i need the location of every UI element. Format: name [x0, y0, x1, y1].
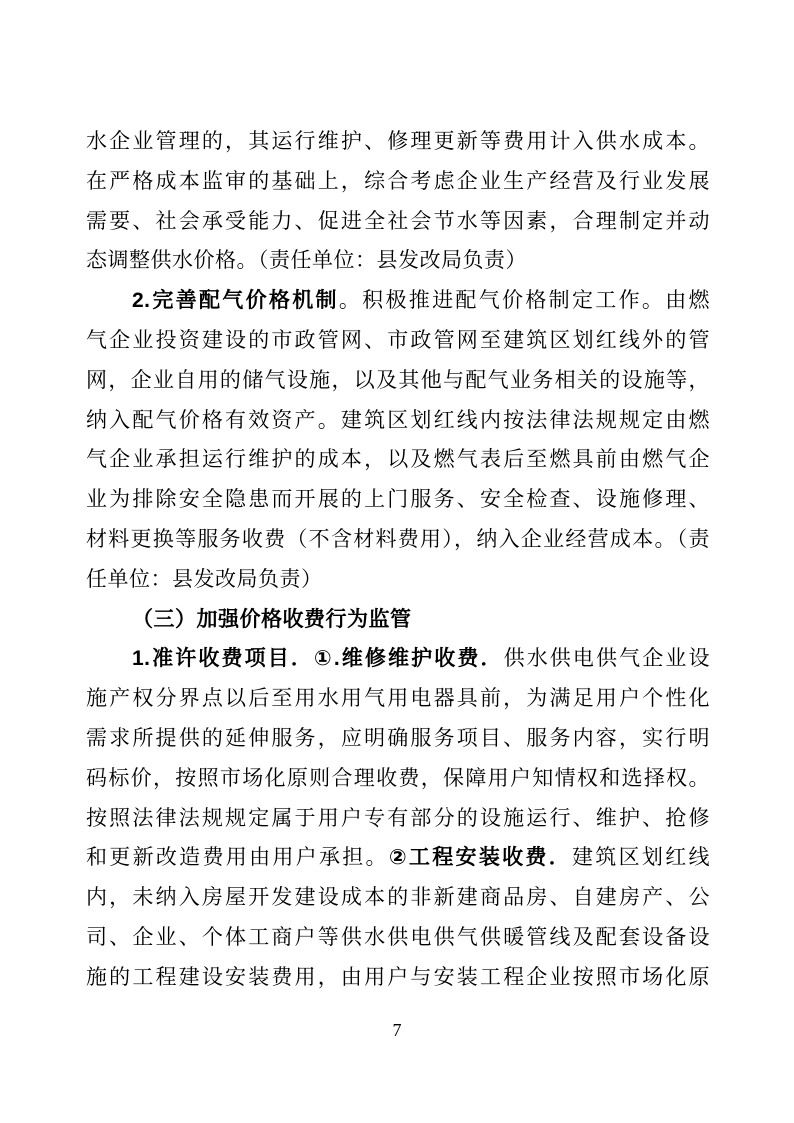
text-line [86, 401, 710, 441]
text-line [86, 162, 710, 202]
text-line [86, 480, 710, 520]
text-segment: 。积极推进配气价格制定工作。由燃 [338, 288, 711, 313]
text-segment: 业为排除安全隐患而开展的上门服务、安全检查、设施修理、 [86, 487, 710, 512]
text-segment: 建筑区划红线 [572, 845, 710, 870]
text-segment: 纳入配气价格有效资产。建筑区划红线内按法律法规规定由燃 [86, 407, 710, 432]
text-segment: 态调整供水价格。（责任单位：县发改局负责） [86, 248, 527, 273]
bold-heading-segment: （三）加强价格收费行为监管 [132, 607, 412, 631]
text-segment: 材料更换等服务收费（不含材料费用），纳入企业经营成本。（责 [86, 526, 710, 551]
text-segment: 码标价，按照市场化原则合理收费，保障用户知情权和选择权。 [86, 765, 710, 790]
text-segment: 气企业承担运行维护的成本，以及燃气表后至燃具前由燃气企 [86, 447, 710, 472]
text-block [86, 122, 710, 998]
text-line [86, 440, 710, 480]
bold-heading-segment: 1.准许收费项目．①.维修维护收费． [132, 647, 504, 671]
text-segment: 内，未纳入房屋开发建设成本的非新建商品房、自建房产、公 [86, 885, 710, 910]
text-segment: 任单位：县发改局负责） [86, 566, 323, 591]
text-line [86, 799, 710, 839]
bold-heading-segment: ②工程安装收费． [388, 846, 573, 870]
text-segment: 气企业投资建设的市政管网、市政管网至建筑区划红线外的管 [86, 327, 710, 352]
text-line [86, 958, 710, 998]
text-line [86, 122, 710, 162]
text-segment: 施的工程建设安装费用，由用户与安装工程企业按照市场化原 [86, 964, 710, 989]
text-segment: 需要、社会承受能力、促进全社会节水等因素，合理制定并动 [86, 208, 710, 233]
text-line [86, 281, 710, 321]
text-line [86, 838, 710, 878]
text-line [86, 918, 710, 958]
page-number: 7 [392, 1020, 402, 1040]
text-segment: 供水供电供气企业设 [503, 646, 710, 671]
text-segment: 网，企业自用的储气设施，以及其他与配气业务相关的设施等， [86, 367, 710, 392]
text-segment: 在严格成本监审的基础上，综合考虑企业生产经营及行业发展 [86, 168, 710, 193]
text-line [86, 321, 710, 361]
text-line [86, 560, 710, 600]
text-segment: 施产权分界点以后至用水用气用电器具前，为满足用户个性化 [86, 686, 710, 711]
text-segment: 水企业管理的，其运行维护、修理更新等费用计入供水成本。 [86, 129, 710, 153]
text-segment: 司、企业、个体工商户等供水供电供气供暖管线及配套设备设 [86, 924, 710, 949]
text-line [86, 719, 710, 759]
text-line [86, 361, 710, 401]
section-heading [86, 600, 710, 640]
bold-heading-segment: 2.完善配气价格机制 [132, 289, 339, 313]
text-line [86, 878, 710, 918]
text-line [86, 639, 710, 679]
text-segment: 和更新改造费用由用户承担。 [86, 845, 389, 870]
text-line [86, 202, 710, 242]
text-line [86, 241, 710, 281]
text-segment: 按照法律法规规定属于用户专有部分的设施运行、维护、抢修 [86, 805, 710, 830]
text-line [86, 520, 710, 560]
text-segment: 需求所提供的延伸服务，应明确服务项目、服务内容，实行明 [86, 725, 710, 750]
text-line [86, 679, 710, 719]
text-line [86, 759, 710, 799]
